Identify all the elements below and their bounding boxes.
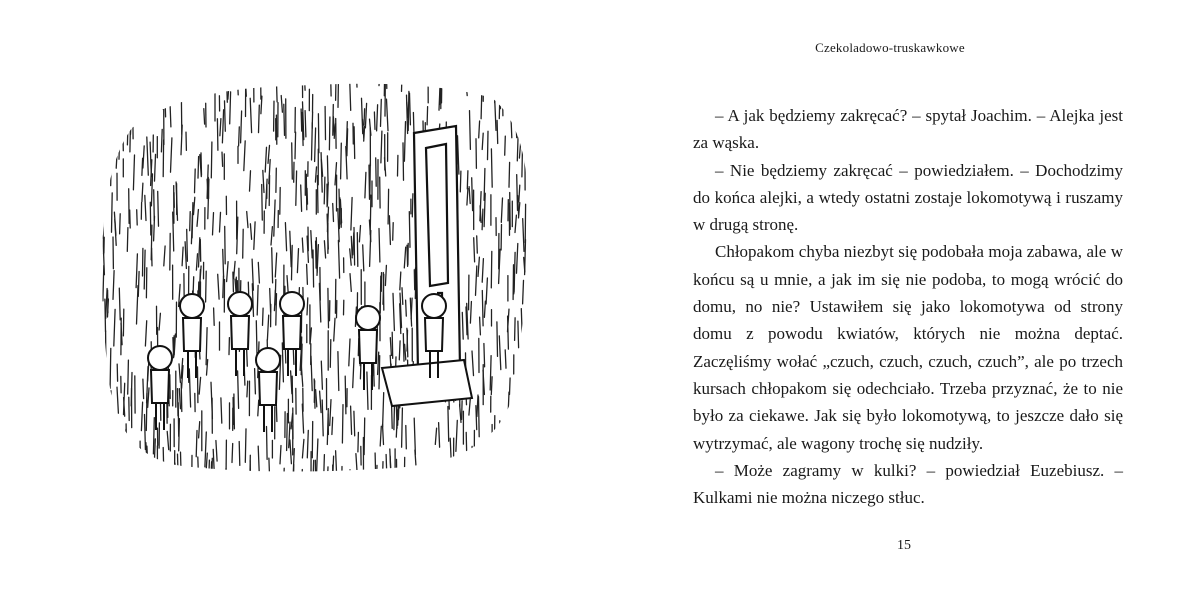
paragraph-2: – Nie będziemy zakręcać – powiedziałem. – Dochodzimy do końca alejki, a wtedy ostatni zostaje lokomotywą i ruszamy w drugą stronę. <box>693 160 1123 235</box>
running-head: Czekoladowo-truskawkowe <box>815 40 965 55</box>
rain-illustration <box>92 68 532 478</box>
page-number: 15 <box>897 538 911 553</box>
paragraph-1: – A jak będziemy zakręcać? – spytał Joachim. – Alejka jest za wąska. <box>693 106 1123 153</box>
doorstep <box>382 360 472 406</box>
paragraph-4: – Może zagramy w kulki? – powiedział Euzebiusz. – Kulkami nie można niczego stłuc. <box>693 460 1123 508</box>
paragraph-3: Chłopakom chyba niezbyt się podobała moja zabawa, ale w końcu są u mnie, a jak im się nie podoba, to mogą wrócić do domu, no nie? Ustawiłem się jako lokomotywa od strony domu z powodu kwiatów, których nie można deptać. Zaczęliśmy wołać „czuch, czuch, czuch, czuch”, ale po trzech kursach chłopakom się odechciało. Trzeba przyznać, że to nie było za ciekawe. Jak się było lokomotywą, to jeszcze dało się wytrzymać, ale wagony trochę się nudziły. <box>693 242 1123 453</box>
right-page <box>600 0 1200 600</box>
body-text <box>693 102 1123 511</box>
